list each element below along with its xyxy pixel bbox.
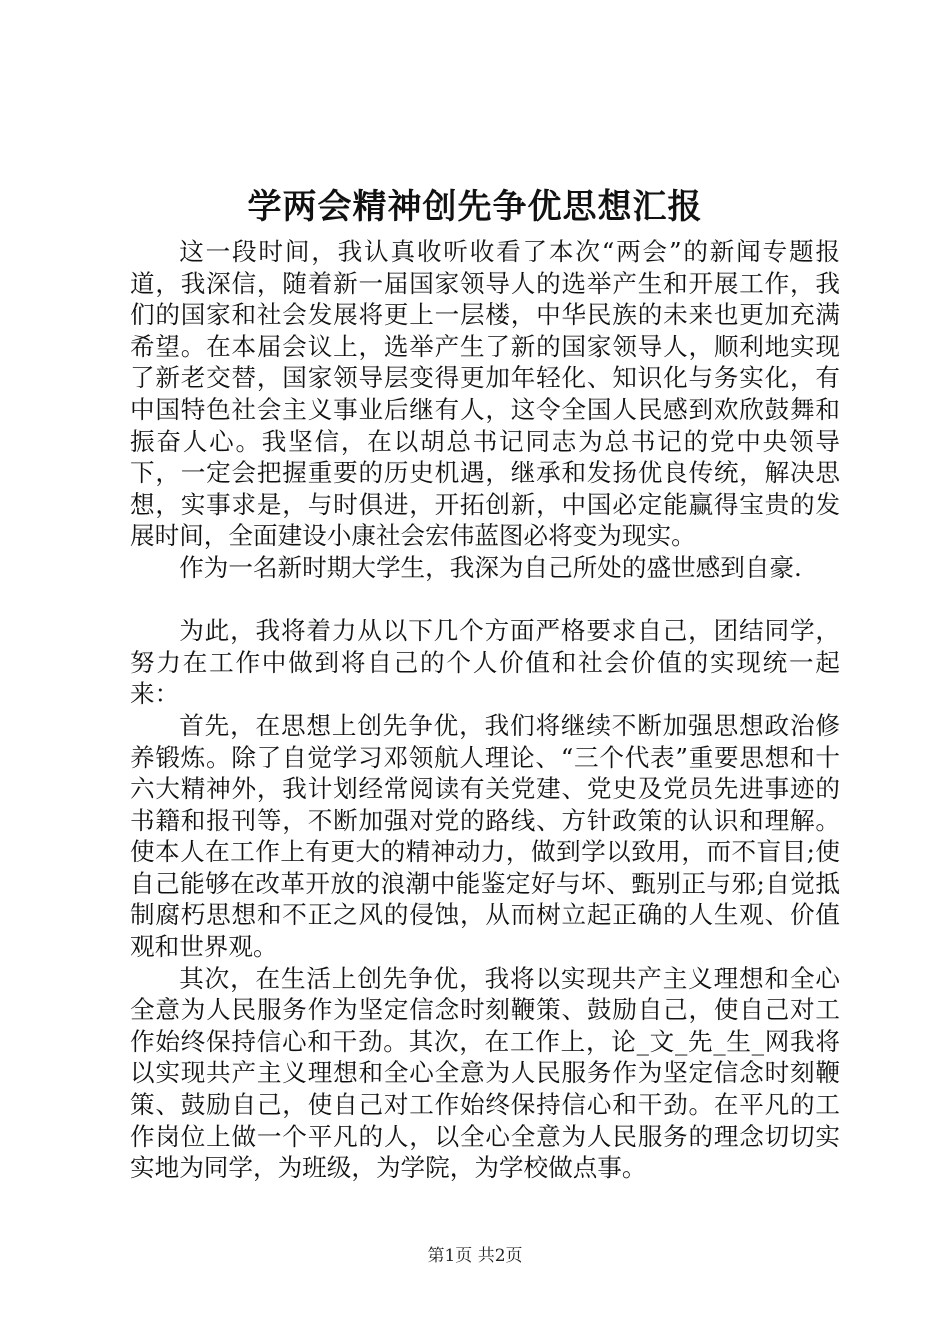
page-footer: 第1页 共2页 [427, 1246, 523, 1266]
paragraph-4: 首先，在思想上创先争优，我们将继续不断加强思想政治修养锻炼。除了自觉学习邓领航人理论、“三个代表”重要思想和十六大精神外，我计划经常阅读有关党建、党史及党员先进事迹的书籍和报刊等，不断加强对党的路线、方针政策的认识和理解。使本人在工作上有更大的精神动力，做到学以致用，而不盲目;使自己能够在改革开放的浪潮中能鉴定好与坏、甄别正与邪;自觉抵制腐朽思想和不正之风的侵蚀，从而树立起正确的人生观、价值观和世界观。 [130, 710, 840, 962]
document-title: 学两会精神创先争优思想汇报 [247, 187, 703, 227]
paragraph-5: 其次，在生活上创先争优，我将以实现共产主义理想和全心全意为人民服务作为坚定信念时刻鞭策、鼓励自己，使自己对工作始终保持信心和干劲。其次，在工作上，论_文_先_生_网我将以实现共产主义理想和全心全意为人民服务作为坚定信念时刻鞭策、鼓励自己，使自己对工作始终保持信心和干劲。在平凡的工作岗位上做一个平凡的人，以全心全意为人民服务的理念切切实实地为同学，为班级，为学院，为学校做点事。 [130, 963, 840, 1183]
paragraph-3: 为此，我将着力从以下几个方面严格要求自己，团结同学，努力在工作中做到将自己的个人价值和社会价值的实现统一起来： [130, 616, 840, 709]
paragraph-1: 这一段时间，我认真收听收看了本次“两会”的新闻专题报道，我深信，随着新一届国家领导人的选举产生和开展工作，我们的国家和社会发展将更上一层楼，中华民族的未来也更加充满希望。在本届会议上，选举产生了新的国家领导人，顺利地实现了新老交替，国家领导层变得更加年轻化、知识化与务实化，有中国特色社会主义事业后继有人，这令全国人民感到欢欣鼓舞和振奋人心。我坚信，在以胡总书记同志为总书记的党中央领导下，一定会把握重要的历史机遇，继承和发扬优良传统，解决思想，实事求是，与时俱进，开拓创新，中国必定能赢得宝贵的发展时间，全面建设小康社会宏伟蓝图必将变为现实。 [130, 237, 840, 551]
document-body [130, 236, 840, 1184]
paragraph-2: 作为一名新时期大学生，我深为自己所处的盛世感到自豪. [179, 552, 802, 582]
